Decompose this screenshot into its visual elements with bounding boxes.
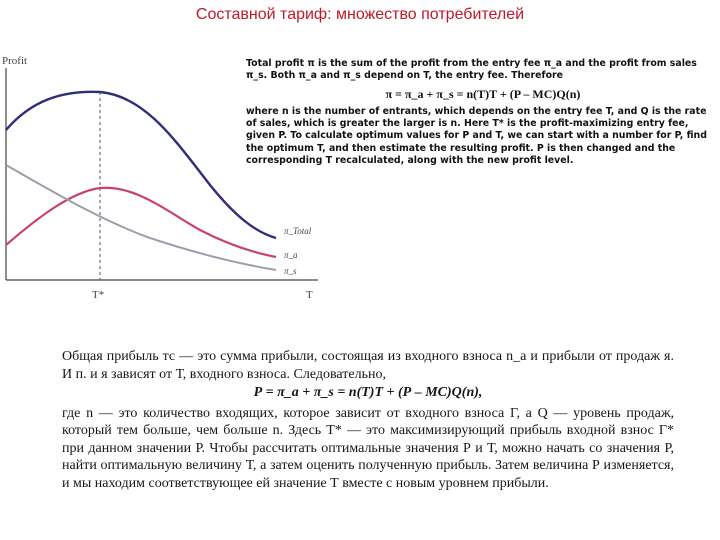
x-axis-label: T xyxy=(306,289,313,301)
series-line-a xyxy=(6,188,276,257)
series-label-a: π_a xyxy=(284,250,298,260)
slide-title: Составной тариф: множество потребителей xyxy=(195,6,525,23)
series-line-s xyxy=(6,165,276,270)
english-paragraph-2: where n is the number of entrants, which depends on the entry fee T, and Q is the rate of sales, which is greater the larger is n. Here T* is the profit-maximizing entry fee, given P. To calculate optimum values for P and T, we can start with a number for P, find the optimum T, and then estimate the resulting profit. P is then changed and the corresponding T recalculated, along with the new profit level. xyxy=(246,105,707,167)
english-formula: π = π_a + π_s = n(T)T + (P – MC)Q(n) xyxy=(385,86,581,101)
english-explanation xyxy=(246,58,720,167)
russian-explanation xyxy=(62,348,674,492)
t-star-tick-label: T* xyxy=(92,289,105,301)
series-label-s: π_s xyxy=(284,266,297,276)
russian-paragraph-2: где n — это количество входящих, которое зависит от входного взноса Г, а Q — уровень продаж, который тем больше, чем больше n. Здесь Т* — это максимизирующий прибыль входной взнос Г* при данном значении Р. Чтобы рассчитать оптимальные значения Р и Т, можно начать со значения Р, найти оптимальную величину Т, а затем оценить полученную прибыль. Затем величина Р изменяется, и мы находим соответствующее ей значение Т вместе с новым уровнем прибыли. xyxy=(62,405,674,491)
russian-paragraph-1: Общая прибыль тс — это сумма прибыли, состоящая из входного взноса n_a и прибыли от продаж я. И п. и я зависят от Т, входного взноса. Следовательно, xyxy=(62,349,674,382)
russian-formula: Р = π_a + π_s = n(Т)Т + (Р – МС)Q(n), xyxy=(253,385,483,400)
english-paragraph-1: Total profit π is the sum of the profit from the entry fee π_a and the profit from sales π_s. Both π_a and π_s depend on T, the entry fee. Therefore xyxy=(246,58,697,82)
series-line-total xyxy=(6,92,276,238)
series-label-total: π_Total xyxy=(284,226,312,236)
y-axis-label: Profit xyxy=(2,55,28,67)
